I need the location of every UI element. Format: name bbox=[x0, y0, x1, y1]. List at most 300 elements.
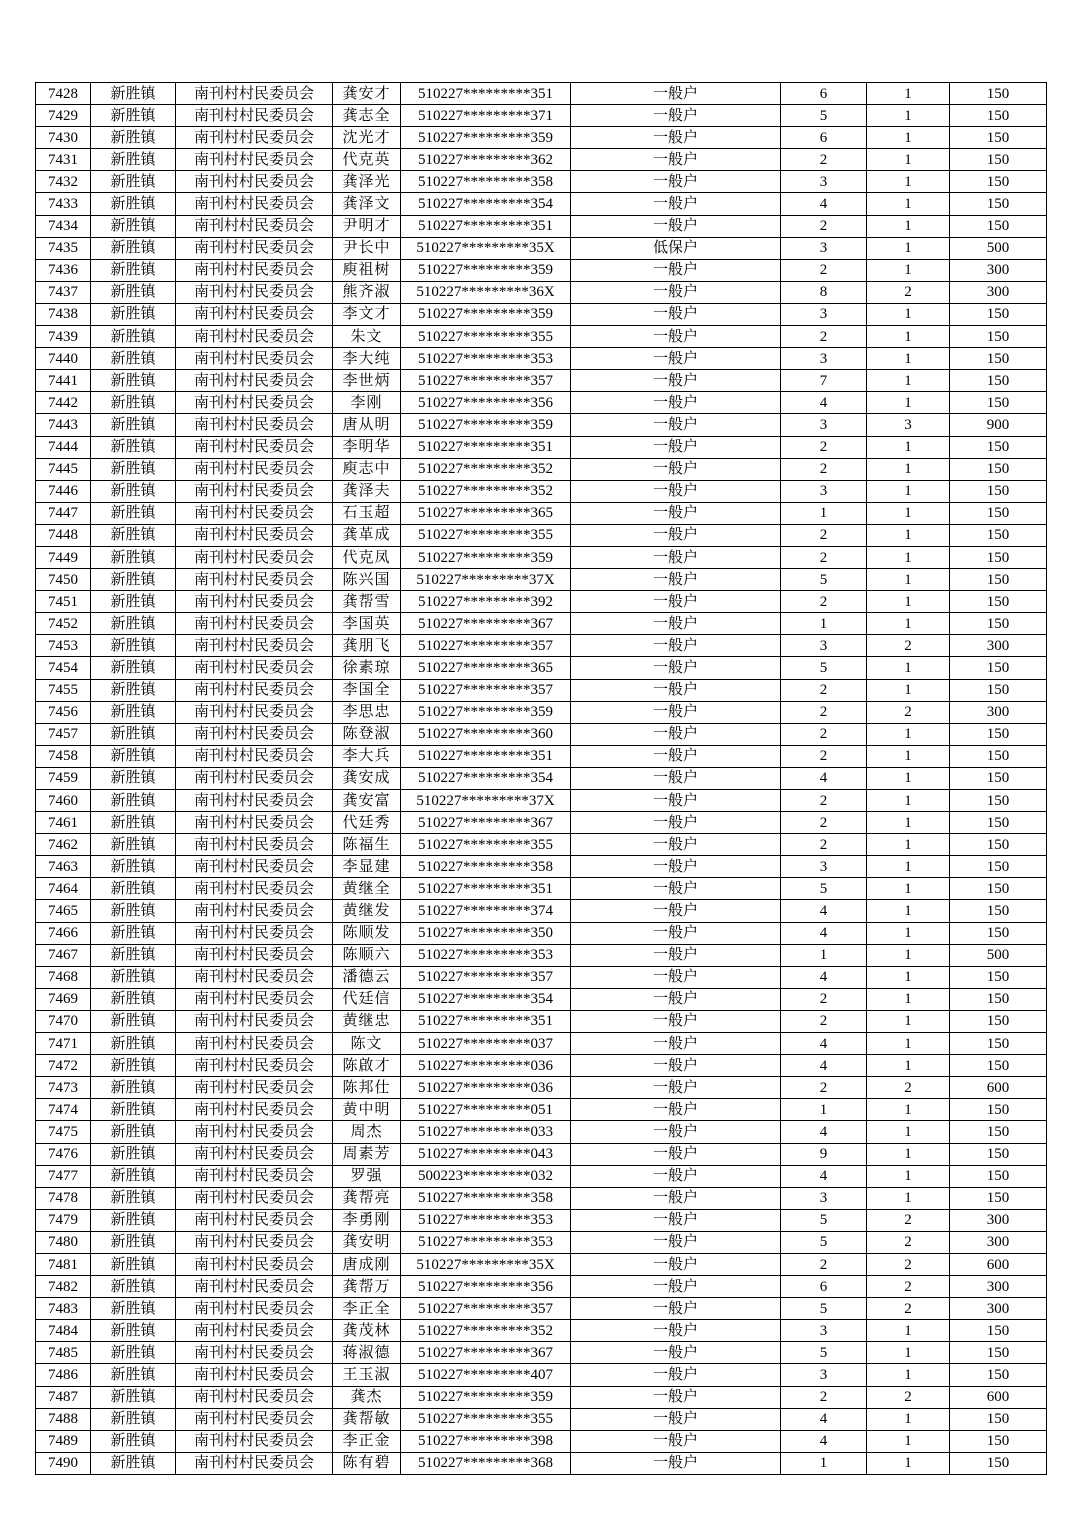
town-cell: 新胜镇 bbox=[91, 1320, 176, 1342]
id-cell: 510227*********033 bbox=[401, 1121, 571, 1143]
seq-cell: 7431 bbox=[36, 149, 91, 171]
seq-cell: 7453 bbox=[36, 635, 91, 657]
name-cell: 李国英 bbox=[333, 613, 401, 635]
committee-cell: 南刊村村民委员会 bbox=[176, 679, 333, 701]
count-cell: 1 bbox=[867, 679, 950, 701]
type-cell: 一般户 bbox=[571, 635, 781, 657]
table-row bbox=[36, 370, 1047, 392]
table-row bbox=[36, 502, 1047, 524]
committee-cell: 南刊村村民委员会 bbox=[176, 171, 333, 193]
id-cell: 510227*********352 bbox=[401, 1320, 571, 1342]
committee-cell: 南刊村村民委员会 bbox=[176, 1077, 333, 1099]
committee-cell: 南刊村村民委员会 bbox=[176, 524, 333, 546]
town-cell: 新胜镇 bbox=[91, 834, 176, 856]
table-row bbox=[36, 745, 1047, 767]
members-cell: 4 bbox=[781, 392, 867, 414]
id-cell: 510227*********357 bbox=[401, 1298, 571, 1320]
name-cell: 罗强 bbox=[333, 1165, 401, 1187]
members-cell: 2 bbox=[781, 1077, 867, 1099]
members-cell: 5 bbox=[781, 1231, 867, 1253]
count-cell: 1 bbox=[867, 1099, 950, 1121]
id-cell: 510227*********350 bbox=[401, 922, 571, 944]
members-cell: 5 bbox=[781, 878, 867, 900]
town-cell: 新胜镇 bbox=[91, 458, 176, 480]
id-cell: 510227*********051 bbox=[401, 1099, 571, 1121]
amount-cell: 600 bbox=[950, 1386, 1047, 1408]
id-cell: 510227*********359 bbox=[401, 303, 571, 325]
name-cell: 陈登淑 bbox=[333, 723, 401, 745]
count-cell: 1 bbox=[867, 900, 950, 922]
count-cell: 1 bbox=[867, 524, 950, 546]
name-cell: 尹长中 bbox=[333, 237, 401, 259]
id-cell: 500223*********032 bbox=[401, 1165, 571, 1187]
town-cell: 新胜镇 bbox=[91, 591, 176, 613]
members-cell: 3 bbox=[781, 480, 867, 502]
town-cell: 新胜镇 bbox=[91, 856, 176, 878]
members-cell: 2 bbox=[781, 326, 867, 348]
committee-cell: 南刊村村民委员会 bbox=[176, 569, 333, 591]
type-cell: 一般户 bbox=[571, 922, 781, 944]
id-cell: 510227*********356 bbox=[401, 1276, 571, 1298]
members-cell: 9 bbox=[781, 1143, 867, 1165]
name-cell: 徐素琼 bbox=[333, 657, 401, 679]
count-cell: 2 bbox=[867, 1276, 950, 1298]
table-row bbox=[36, 171, 1047, 193]
id-cell: 510227*********357 bbox=[401, 679, 571, 701]
seq-cell: 7461 bbox=[36, 812, 91, 834]
town-cell: 新胜镇 bbox=[91, 790, 176, 812]
amount-cell: 150 bbox=[950, 502, 1047, 524]
amount-cell: 150 bbox=[950, 392, 1047, 414]
id-cell: 510227*********358 bbox=[401, 1187, 571, 1209]
committee-cell: 南刊村村民委员会 bbox=[176, 436, 333, 458]
committee-cell: 南刊村村民委员会 bbox=[176, 1430, 333, 1452]
town-cell: 新胜镇 bbox=[91, 259, 176, 281]
id-cell: 510227*********358 bbox=[401, 171, 571, 193]
amount-cell: 150 bbox=[950, 524, 1047, 546]
amount-cell: 300 bbox=[950, 259, 1047, 281]
table-row bbox=[36, 878, 1047, 900]
amount-cell: 150 bbox=[950, 1165, 1047, 1187]
town-cell: 新胜镇 bbox=[91, 370, 176, 392]
table-row bbox=[36, 1033, 1047, 1055]
id-cell: 510227*********359 bbox=[401, 701, 571, 723]
members-cell: 4 bbox=[781, 1408, 867, 1430]
id-cell: 510227*********355 bbox=[401, 1408, 571, 1430]
amount-cell: 150 bbox=[950, 105, 1047, 127]
members-cell: 2 bbox=[781, 458, 867, 480]
type-cell: 一般户 bbox=[571, 215, 781, 237]
type-cell: 一般户 bbox=[571, 1033, 781, 1055]
town-cell: 新胜镇 bbox=[91, 215, 176, 237]
id-cell: 510227*********354 bbox=[401, 193, 571, 215]
type-cell: 一般户 bbox=[571, 1276, 781, 1298]
members-cell: 2 bbox=[781, 790, 867, 812]
id-cell: 510227*********037 bbox=[401, 1033, 571, 1055]
name-cell: 代克英 bbox=[333, 149, 401, 171]
amount-cell: 150 bbox=[950, 723, 1047, 745]
type-cell: 一般户 bbox=[571, 1320, 781, 1342]
seq-cell: 7490 bbox=[36, 1452, 91, 1474]
name-cell: 龚泽夫 bbox=[333, 480, 401, 502]
amount-cell: 150 bbox=[950, 348, 1047, 370]
town-cell: 新胜镇 bbox=[91, 1364, 176, 1386]
town-cell: 新胜镇 bbox=[91, 1055, 176, 1077]
seq-cell: 7455 bbox=[36, 679, 91, 701]
town-cell: 新胜镇 bbox=[91, 326, 176, 348]
amount-cell: 500 bbox=[950, 237, 1047, 259]
table-row bbox=[36, 1253, 1047, 1275]
committee-cell: 南刊村村民委员会 bbox=[176, 1298, 333, 1320]
type-cell: 一般户 bbox=[571, 988, 781, 1010]
count-cell: 1 bbox=[867, 237, 950, 259]
type-cell: 一般户 bbox=[571, 1010, 781, 1032]
town-cell: 新胜镇 bbox=[91, 767, 176, 789]
seq-cell: 7489 bbox=[36, 1430, 91, 1452]
members-cell: 2 bbox=[781, 988, 867, 1010]
amount-cell: 150 bbox=[950, 127, 1047, 149]
type-cell: 一般户 bbox=[571, 1055, 781, 1077]
table-row bbox=[36, 966, 1047, 988]
members-cell: 2 bbox=[781, 723, 867, 745]
count-cell: 2 bbox=[867, 1077, 950, 1099]
members-cell: 3 bbox=[781, 856, 867, 878]
type-cell: 一般户 bbox=[571, 1298, 781, 1320]
table-row bbox=[36, 414, 1047, 436]
committee-cell: 南刊村村民委员会 bbox=[176, 1099, 333, 1121]
committee-cell: 南刊村村民委员会 bbox=[176, 303, 333, 325]
type-cell: 一般户 bbox=[571, 1342, 781, 1364]
type-cell: 一般户 bbox=[571, 546, 781, 568]
name-cell: 龚朋飞 bbox=[333, 635, 401, 657]
name-cell: 唐从明 bbox=[333, 414, 401, 436]
count-cell: 1 bbox=[867, 745, 950, 767]
seq-cell: 7486 bbox=[36, 1364, 91, 1386]
committee-cell: 南刊村村民委员会 bbox=[176, 370, 333, 392]
amount-cell: 150 bbox=[950, 856, 1047, 878]
type-cell: 低保户 bbox=[571, 237, 781, 259]
count-cell: 2 bbox=[867, 1386, 950, 1408]
committee-cell: 南刊村村民委员会 bbox=[176, 149, 333, 171]
table-row bbox=[36, 193, 1047, 215]
members-cell: 3 bbox=[781, 303, 867, 325]
amount-cell: 150 bbox=[950, 1010, 1047, 1032]
count-cell: 1 bbox=[867, 878, 950, 900]
members-cell: 1 bbox=[781, 1099, 867, 1121]
id-cell: 510227*********360 bbox=[401, 723, 571, 745]
id-cell: 510227*********353 bbox=[401, 944, 571, 966]
members-cell: 2 bbox=[781, 1386, 867, 1408]
name-cell: 李国全 bbox=[333, 679, 401, 701]
amount-cell: 300 bbox=[950, 1209, 1047, 1231]
amount-cell: 150 bbox=[950, 745, 1047, 767]
table-row bbox=[36, 215, 1047, 237]
count-cell: 1 bbox=[867, 1408, 950, 1430]
seq-cell: 7476 bbox=[36, 1143, 91, 1165]
count-cell: 1 bbox=[867, 1364, 950, 1386]
table-row bbox=[36, 944, 1047, 966]
table-row bbox=[36, 436, 1047, 458]
amount-cell: 150 bbox=[950, 1121, 1047, 1143]
count-cell: 1 bbox=[867, 1320, 950, 1342]
type-cell: 一般户 bbox=[571, 591, 781, 613]
members-cell: 3 bbox=[781, 171, 867, 193]
count-cell: 2 bbox=[867, 1253, 950, 1275]
table-row bbox=[36, 1452, 1047, 1474]
name-cell: 黄继发 bbox=[333, 900, 401, 922]
id-cell: 510227*********374 bbox=[401, 900, 571, 922]
table-row bbox=[36, 105, 1047, 127]
table-row bbox=[36, 635, 1047, 657]
name-cell: 李世炳 bbox=[333, 370, 401, 392]
table-row bbox=[36, 480, 1047, 502]
town-cell: 新胜镇 bbox=[91, 524, 176, 546]
count-cell: 1 bbox=[867, 171, 950, 193]
name-cell: 龚泽光 bbox=[333, 171, 401, 193]
type-cell: 一般户 bbox=[571, 1121, 781, 1143]
amount-cell: 150 bbox=[950, 679, 1047, 701]
members-cell: 4 bbox=[781, 1165, 867, 1187]
name-cell: 陈文 bbox=[333, 1033, 401, 1055]
name-cell: 周素芳 bbox=[333, 1143, 401, 1165]
seq-cell: 7470 bbox=[36, 1010, 91, 1032]
count-cell: 1 bbox=[867, 458, 950, 480]
count-cell: 1 bbox=[867, 723, 950, 745]
name-cell: 龚安明 bbox=[333, 1231, 401, 1253]
committee-cell: 南刊村村民委员会 bbox=[176, 966, 333, 988]
members-cell: 4 bbox=[781, 1033, 867, 1055]
members-cell: 1 bbox=[781, 613, 867, 635]
id-cell: 510227*********359 bbox=[401, 127, 571, 149]
amount-cell: 150 bbox=[950, 1055, 1047, 1077]
type-cell: 一般户 bbox=[571, 1430, 781, 1452]
count-cell: 1 bbox=[867, 480, 950, 502]
committee-cell: 南刊村村民委员会 bbox=[176, 1121, 333, 1143]
count-cell: 1 bbox=[867, 303, 950, 325]
table-row bbox=[36, 834, 1047, 856]
table-row bbox=[36, 1055, 1047, 1077]
id-cell: 510227*********398 bbox=[401, 1430, 571, 1452]
town-cell: 新胜镇 bbox=[91, 812, 176, 834]
seq-cell: 7482 bbox=[36, 1276, 91, 1298]
count-cell: 1 bbox=[867, 1121, 950, 1143]
table-row bbox=[36, 679, 1047, 701]
count-cell: 2 bbox=[867, 701, 950, 723]
type-cell: 一般户 bbox=[571, 966, 781, 988]
committee-cell: 南刊村村民委员会 bbox=[176, 414, 333, 436]
name-cell: 陈邦仕 bbox=[333, 1077, 401, 1099]
seq-cell: 7444 bbox=[36, 436, 91, 458]
seq-cell: 7485 bbox=[36, 1342, 91, 1364]
members-cell: 6 bbox=[781, 83, 867, 105]
type-cell: 一般户 bbox=[571, 745, 781, 767]
name-cell: 潘德云 bbox=[333, 966, 401, 988]
type-cell: 一般户 bbox=[571, 436, 781, 458]
type-cell: 一般户 bbox=[571, 723, 781, 745]
table-row bbox=[36, 591, 1047, 613]
town-cell: 新胜镇 bbox=[91, 1253, 176, 1275]
committee-cell: 南刊村村民委员会 bbox=[176, 1010, 333, 1032]
committee-cell: 南刊村村民委员会 bbox=[176, 1209, 333, 1231]
name-cell: 陈有碧 bbox=[333, 1452, 401, 1474]
type-cell: 一般户 bbox=[571, 348, 781, 370]
seq-cell: 7459 bbox=[36, 767, 91, 789]
members-cell: 2 bbox=[781, 524, 867, 546]
type-cell: 一般户 bbox=[571, 326, 781, 348]
table-row bbox=[36, 127, 1047, 149]
type-cell: 一般户 bbox=[571, 281, 781, 303]
amount-cell: 150 bbox=[950, 1408, 1047, 1430]
amount-cell: 150 bbox=[950, 149, 1047, 171]
seq-cell: 7481 bbox=[36, 1253, 91, 1275]
seq-cell: 7467 bbox=[36, 944, 91, 966]
members-cell: 4 bbox=[781, 900, 867, 922]
type-cell: 一般户 bbox=[571, 524, 781, 546]
town-cell: 新胜镇 bbox=[91, 502, 176, 524]
id-cell: 510227*********036 bbox=[401, 1055, 571, 1077]
table-row bbox=[36, 303, 1047, 325]
committee-cell: 南刊村村民委员会 bbox=[176, 922, 333, 944]
town-cell: 新胜镇 bbox=[91, 966, 176, 988]
committee-cell: 南刊村村民委员会 bbox=[176, 900, 333, 922]
id-cell: 510227*********351 bbox=[401, 745, 571, 767]
members-cell: 2 bbox=[781, 701, 867, 723]
amount-cell: 150 bbox=[950, 767, 1047, 789]
amount-cell: 150 bbox=[950, 613, 1047, 635]
town-cell: 新胜镇 bbox=[91, 1077, 176, 1099]
type-cell: 一般户 bbox=[571, 171, 781, 193]
town-cell: 新胜镇 bbox=[91, 281, 176, 303]
members-cell: 8 bbox=[781, 281, 867, 303]
table-row bbox=[36, 790, 1047, 812]
seq-cell: 7450 bbox=[36, 569, 91, 591]
id-cell: 510227*********35X bbox=[401, 237, 571, 259]
members-cell: 4 bbox=[781, 767, 867, 789]
amount-cell: 150 bbox=[950, 1099, 1047, 1121]
id-cell: 510227*********362 bbox=[401, 149, 571, 171]
seq-cell: 7438 bbox=[36, 303, 91, 325]
committee-cell: 南刊村村民委员会 bbox=[176, 767, 333, 789]
count-cell: 1 bbox=[867, 1165, 950, 1187]
committee-cell: 南刊村村民委员会 bbox=[176, 635, 333, 657]
type-cell: 一般户 bbox=[571, 480, 781, 502]
amount-cell: 300 bbox=[950, 1298, 1047, 1320]
name-cell: 李大纯 bbox=[333, 348, 401, 370]
seq-cell: 7480 bbox=[36, 1231, 91, 1253]
count-cell: 1 bbox=[867, 502, 950, 524]
id-cell: 510227*********355 bbox=[401, 524, 571, 546]
count-cell: 1 bbox=[867, 834, 950, 856]
seq-cell: 7475 bbox=[36, 1121, 91, 1143]
id-cell: 510227*********351 bbox=[401, 436, 571, 458]
table-row bbox=[36, 149, 1047, 171]
id-cell: 510227*********35X bbox=[401, 1253, 571, 1275]
amount-cell: 150 bbox=[950, 193, 1047, 215]
amount-cell: 150 bbox=[950, 458, 1047, 480]
seq-cell: 7434 bbox=[36, 215, 91, 237]
committee-cell: 南刊村村民委员会 bbox=[176, 988, 333, 1010]
id-cell: 510227*********356 bbox=[401, 392, 571, 414]
committee-cell: 南刊村村民委员会 bbox=[176, 944, 333, 966]
type-cell: 一般户 bbox=[571, 767, 781, 789]
town-cell: 新胜镇 bbox=[91, 1231, 176, 1253]
committee-cell: 南刊村村民委员会 bbox=[176, 1452, 333, 1474]
count-cell: 2 bbox=[867, 1231, 950, 1253]
members-cell: 3 bbox=[781, 635, 867, 657]
count-cell: 2 bbox=[867, 1298, 950, 1320]
count-cell: 1 bbox=[867, 790, 950, 812]
town-cell: 新胜镇 bbox=[91, 745, 176, 767]
name-cell: 李勇刚 bbox=[333, 1209, 401, 1231]
seq-cell: 7478 bbox=[36, 1187, 91, 1209]
members-cell: 3 bbox=[781, 348, 867, 370]
town-cell: 新胜镇 bbox=[91, 1452, 176, 1474]
table-row bbox=[36, 1364, 1047, 1386]
town-cell: 新胜镇 bbox=[91, 701, 176, 723]
amount-cell: 150 bbox=[950, 1033, 1047, 1055]
table-row bbox=[36, 657, 1047, 679]
seq-cell: 7433 bbox=[36, 193, 91, 215]
amount-cell: 150 bbox=[950, 591, 1047, 613]
table-row bbox=[36, 613, 1047, 635]
seq-cell: 7464 bbox=[36, 878, 91, 900]
committee-cell: 南刊村村民委员会 bbox=[176, 502, 333, 524]
name-cell: 龚茂林 bbox=[333, 1320, 401, 1342]
committee-cell: 南刊村村民委员会 bbox=[176, 458, 333, 480]
committee-cell: 南刊村村民委员会 bbox=[176, 1165, 333, 1187]
id-cell: 510227*********407 bbox=[401, 1364, 571, 1386]
town-cell: 新胜镇 bbox=[91, 878, 176, 900]
type-cell: 一般户 bbox=[571, 392, 781, 414]
amount-cell: 150 bbox=[950, 966, 1047, 988]
name-cell: 龚泽文 bbox=[333, 193, 401, 215]
type-cell: 一般户 bbox=[571, 1386, 781, 1408]
seq-cell: 7452 bbox=[36, 613, 91, 635]
amount-cell: 150 bbox=[950, 1143, 1047, 1165]
town-cell: 新胜镇 bbox=[91, 1143, 176, 1165]
amount-cell: 150 bbox=[950, 436, 1047, 458]
count-cell: 1 bbox=[867, 591, 950, 613]
seq-cell: 7488 bbox=[36, 1408, 91, 1430]
town-cell: 新胜镇 bbox=[91, 546, 176, 568]
table-row bbox=[36, 458, 1047, 480]
committee-cell: 南刊村村民委员会 bbox=[176, 1342, 333, 1364]
allowance-table bbox=[35, 82, 1047, 1475]
members-cell: 5 bbox=[781, 1342, 867, 1364]
count-cell: 1 bbox=[867, 988, 950, 1010]
seq-cell: 7466 bbox=[36, 922, 91, 944]
committee-cell: 南刊村村民委员会 bbox=[176, 1187, 333, 1209]
committee-cell: 南刊村村民委员会 bbox=[176, 215, 333, 237]
name-cell: 黄继全 bbox=[333, 878, 401, 900]
town-cell: 新胜镇 bbox=[91, 635, 176, 657]
name-cell: 李大兵 bbox=[333, 745, 401, 767]
name-cell: 龚杰 bbox=[333, 1386, 401, 1408]
amount-cell: 150 bbox=[950, 657, 1047, 679]
id-cell: 510227*********351 bbox=[401, 215, 571, 237]
count-cell: 1 bbox=[867, 657, 950, 679]
table-row bbox=[36, 988, 1047, 1010]
seq-cell: 7456 bbox=[36, 701, 91, 723]
count-cell: 1 bbox=[867, 392, 950, 414]
seq-cell: 7469 bbox=[36, 988, 91, 1010]
name-cell: 龚安富 bbox=[333, 790, 401, 812]
members-cell: 6 bbox=[781, 1276, 867, 1298]
table-row bbox=[36, 1143, 1047, 1165]
committee-cell: 南刊村村民委员会 bbox=[176, 701, 333, 723]
name-cell: 龚志全 bbox=[333, 105, 401, 127]
count-cell: 1 bbox=[867, 149, 950, 171]
